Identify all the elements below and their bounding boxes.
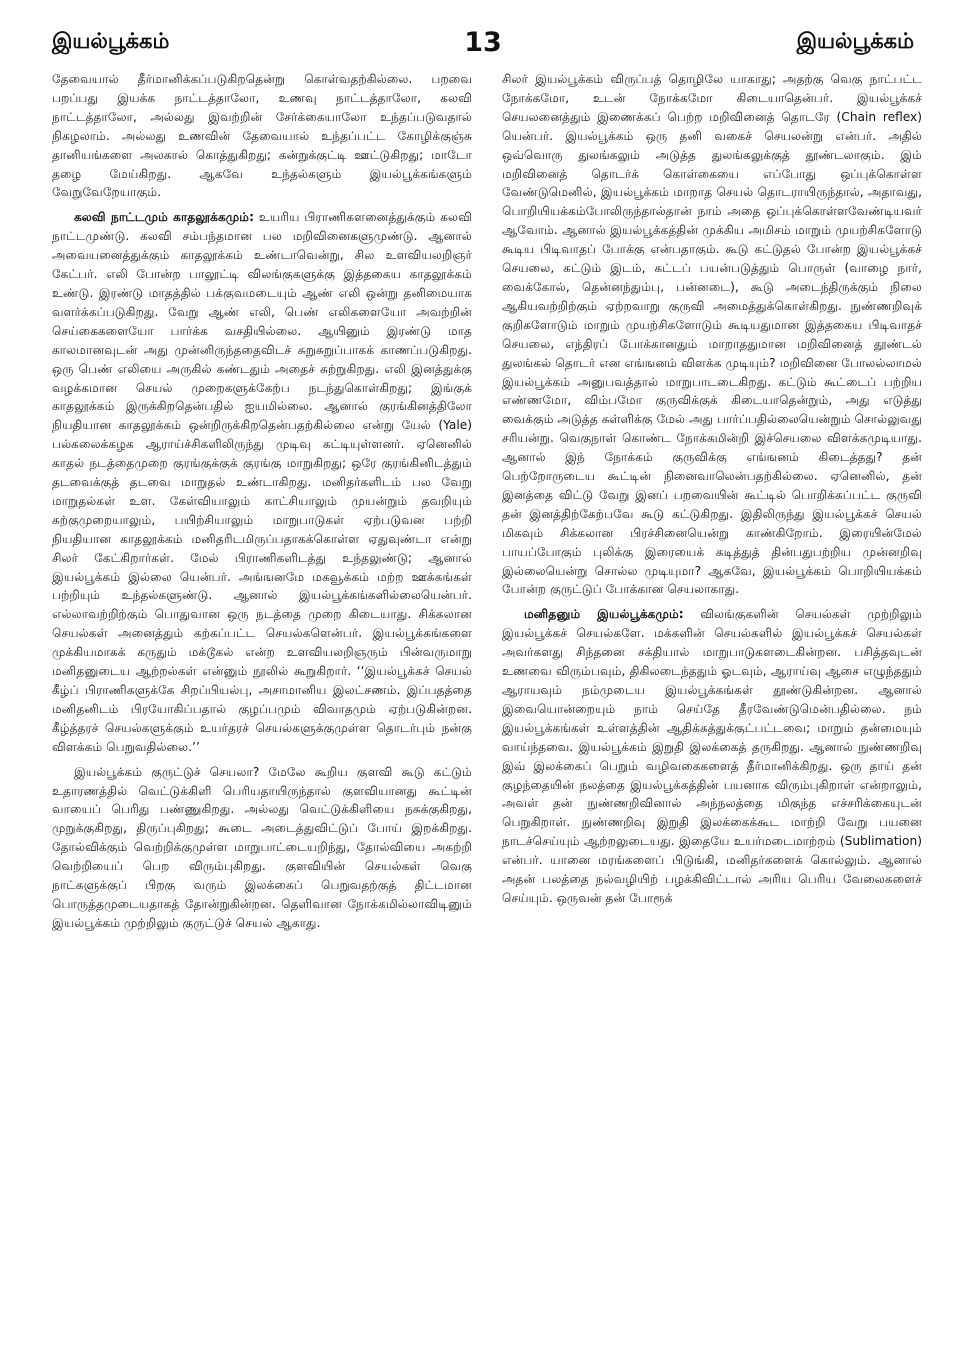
running-head-right: இயல்பூக்கம் <box>796 28 914 53</box>
paragraph: சிலர் இயல்பூக்கம் விருப்பத் தொழிலே யாகாது; அதற்கு வெகு நாட்பட்ட நோக்கமோ, உடன் நோக்கமோ கிடையாதென்பர். இயல்பூக்கச் செயலனைத்தும் இணைக்கப் பெற்ற மறிவினைத் தொடரே (Chain reflex) யென்பர். இயல்பூக்கம் ஒரு தனி வகைச் செயலன்று என்பர். அதில் ஒவ்வொரு துலங்கலும் அடுத்த துலங்கலுக்குத் தூண்டலாகும். இம் மறிவினைத் தொடர்க் கொள்கையை எப்போது ஒப்புக்கொள்ள வேண்டுமெனில், இயல்பூக்கம் மாறாத செயல் தொடராயிருந்தால், அதாவது, பொறியியக்கம்போலிருந்தால்தான் நாம் அதை ஒப்புக்கொள்ளவேண்டியவர் ஆவோம். ஆனால் இயல்பூக்கத்தின் முக்கிய அமிசம் மாறும் முயற்சிகளோடு கூடிய பிடிவாதப் போக்கு என்பதாகும். கூடு கட்டுதல் போன்ற இயல்பூக்கச் செயலை, கட்டும் இடம், கட்டப் பயன்படுத்தும் பொருள் (வாழை நார், வைக்கோல், தென்னந்தும்பு, பன்னடை), கூடு அடைந்திருக்கும் நிலை ஆகியவற்றிற்கும் ஏற்றவாறு குருவி அமைத்துக்கொள்கிறது. நுண்ணறிவுக் குறிகளோடும் மாறும் முயற்சிகளோடும் கூடியதுமான இத்தகைய பிடிவாதச் செயலை, எந்திரப் போக்கானதும் மாறாததுமான மறிவினைத் தூண்டல் துலங்கல் தொடர் என எங்ஙனம் விளக்க முடியும்? மறிவினை போலல்லாமல் இயல்பூக்கம் அனுபவத்தால் மாறுபாடடைகிறது. கட்டும் கூட்டைப் பற்றிய எண்ணமோ, விம்பமோ குருவிக்குக் கிடையாதென்றும், அது எடுத்து வைக்கும் அடுத்த சுள்ளிக்கு மேல் அது பார்ப்பதில்லையென்றும் சொல்லுவது சரியன்று. வெகுநாள் கொண்ட நோக்கமின்றி இச்செயலை விளக்கமுடியாது. ஆனால் இந் நோக்கம் குருவிக்கு எங்ஙனம் கிடைத்தது? தன் பெற்றோருடைய கூட்டின் நினைவாலென்பதற்கில்லை. ஏனெனில், தன் இனத்தை விட்டு வேறு இனப் பறவையின் கூட்டில் பொறிக்கப்பட்ட குருவி தன் இனத்திற்கேற்பவே கூடு கட்டுகிறது. இதிலிருந்து இயல்பூக்கச் செயல் மிகவும் சிக்கலான பிரச்சினையென்று காண்கிறோம். இரையின்மேல் பாயப்போகும் புலிக்கு இரையைக் கடித்துத் தின்பதுபற்றிய முன்னறிவு இல்லையென்று சொல்ல முடியுமா? ஆகவே, இயல்பூக்கம் பொறியியக்கம் போன்ற குருட்டுப் போக்கான செயலாகாது. <box>502 72 922 597</box>
page-number: 13 <box>464 26 502 58</box>
left-column <box>52 70 472 1350</box>
paragraph: மனிதனும் இயல்பூக்கமும்: விலங்குகளின் செயல்கள் முற்றிலும் இயல்பூக்கச் செயல்களே. மக்களின் செயல்களில் இயல்பூக்கச் செயல்கள் அவர்களது சிந்தனை சக்தியால் மாறுபாடுகளடைகின்றன. பசித்தவுடன் உணவை விரும்பவும், திகிலடைந்ததும் ஓடவும், ஆராய்வு ஆசை எழுந்ததும் ஆராயவும் நம்முடைய இயல்பூக்கங்கள் தூண்டுகின்றன. ஆனால் இவையொன்றையும் நாம் செய்தே தீரவேண்டுமென்பதில்லை. நம் இயல்பூக்கங்கள் உள்ளத்தின் ஆதிக்கத்துக்குட்பட்டவை; மாறும் தன்மையும் வாய்ந்தவை. இயல்பூக்கம் இறுதி இலக்கைத் தருகிறது. ஆனால் நுண்ணறிவு இவ் இலக்கைப் பெறும் வழிவகைகளைத் தீர்மானிக்கிறது. ஒரு தாய் தன் குழந்தையின் நலத்தை இயல்பூக்கத்தின் பயனாக விரும்புகிறாள் என்றாலும், அவள் தன் நுண்ணறிவினால் அந்நலத்தை மிகுந்த எச்சரிக்கையுடன் பெறுகிறாள். நுண்ணறிவு இறுதி இலக்கைக்கூட மாற்றி வேறு பயனை நாடச்செய்யும் ஆற்றலுடையது. இதையே உயர்மடைமாற்றம் (Sublimation) என்பர். யானை மரங்களைப் பிடுங்கி, மனிதர்களைக் கொல்லும். ஆனால் அதன் பலத்தை நல்வழியிற் பழக்கிவிட்டால் அரிய பெரிய வேலைகளைச் செய்யும். ஒருவன் தன் போரூக் <box>502 607 922 905</box>
text-columns <box>52 70 922 1350</box>
paragraph: கலவி நாட்டமும் காதலூக்கமும்: உயரிய பிராணிகளனைத்துக்கும் கலவி நாட்டமுண்டு. கலவி சம்பந்தமான பல மறிவினைகளுமுண்டு. ஆனால் அவையனைத்துக்கும் காதலூக்கம் உண்டாவென்று, சில உளவியலறிஞர் கேட்பர். எலி போன்ற பாலூட்டி விலங்குகளுக்கு இத்தகைய காதலூக்கம் உண்டு. இரண்டு மாதத்தில் பக்குவமடையும் ஆண் எலி ஒன்று தனிமையாக வளர்க்கப்படுகிறது. வேறு ஆண் எலி, பெண் எலிகளையோ அவற்றின் செய்கைகளையோ பார்க்க வசதியில்லை. ஆயினும் இரண்டு மாத காலமானவுடன் அது முன்னிருந்ததைவிடச் சுறுசுறுப்பாகக் காணப்படுகிறது. ஒரு பெண் எலியை அருகில் கண்டதும் அதைச் சுற்றுகிறது. எலி இனத்துக்கு வழக்கமான செயல் முறைகளுக்கேற்ப நடந்துகொள்கிறது; இங்குக் காதலூக்கம் இருக்கிறதென்பதில் ஐயமில்லை. ஆனால் குரங்கினத்திலோ நியதியான காதலூக்கம் ஒன்றிருக்கிறதென்பதற்கில்லை என்று யேல் (Yale) பல்கலைக்கழக ஆராய்ச்சிகளிலிருந்து முடிவு கட்டியுள்ளனர். ஏனெனில் காதல் நடத்தைமுறை குரங்குக்குக் குரங்கு மாறுகிறது; ஒரே குரங்கினிடத்தும் தடவைக்குத் தடவை மாறுதல் உண்டாகிறது. மனிதர்களிடம் பல வேறு மாறுதல்கள் உள. கேள்வியாலும் காட்சியாலும் முயன்றும் தவறியும் கற்குமுறையாலும், பயிற்சியாலும் மாறுபாடுகள் ஏற்படுவன பற்றி நியதியான காதலூக்கம் மனிதரிடமிருப்பதாகக்கொள்ள ஏதுவுண்டா என்று சிலர் கேட்கிறார்கள். மேல் பிராணிகளிடத்து உந்தலுண்டு; ஆனால் இயல்பூக்கம் இல்லை யென்பர். அங்ஙனமே மகவூக்கம் மற்ற ஊக்கங்கள் பற்றியும் உந்தல்களுண்டு. ஆனால் இயல்பூக்கங்களில்லையென்பர். எல்லாவற்றிற்கும் பொதுவான ஒரு நடத்தை முறை கிடையாது. சிக்கலான செயல்கள் அனைத்தும் கற்கப்பட்ட செயல்களென்பர். இயல்பூக்கங்களை முக்கியமாகக் கருதும் மக்டூகல் என்ற உளவியலறிஞரும் பின்வருமாறு மனிதனுடைய ஆற்றல்கள் என்னும் நூலில் கூறுகிறார். ‘‘இயல்பூக்கச் செயல் கீழ்ப் பிராணிகளுக்கே சிறப்பியல்பு, அசாமானிய இலட்சணம். இப்பதத்தை மனிதனிடம் பிரயோகிப்பதால் குழப்பமும் விவாதமும் ஏற்படுகின்றன. கீழ்த்தரச் செயல்களுக்கும் உயர்தரச் செயல்களுக்குமுள்ள தொடர்பும் நன்கு விளக்கம் பெறுவதில்லை.’’ <box>52 210 472 754</box>
paragraph: இயல்பூக்கம் குருட்டுச் செயலா? மேலே கூறிய குளவி கூடு கட்டும் உதாரணத்தில் வெட்டுக்கிளி பெரியதாயிருந்தால் குளவியானது கூட்டின் வாயைப் பெரிது பண்ணுகிறது. அல்லது வெட்டுக்கிளியை நசுக்குகிறது, முறுக்குகிறது, திருப்புகிறது; கூடை அடைத்துவிட்டுப் போய் இறக்கிறது. தோல்விக்கும் வெற்றிக்குமுள்ள மாறுபாட்டையறிந்து, தோல்வியை அகற்றி வெற்றியைப் பெற விரும்புகிறது. குளவியின் செயல்கள் வெகு நாட்களுக்குப் பிறகு வரும் இலக்கைப் பெறுவதற்குத் திட்டமான பொருத்தமுடையதாகத் தோன்றுகின்றன. தெளிவான நோக்கமில்லாவிடினும் இயல்பூக்கம் முற்றிலும் குருட்டுச் செயல் ஆகாது. <box>52 764 472 930</box>
page-header <box>52 22 914 62</box>
paragraph: தேவையால் தீர்மானிக்கப்படுகிறதென்று கொள்வதற்கில்லை. பறவை பறப்பது இயக்க நாட்டத்தாலோ, உணவு நாட்டத்தாலோ, கலவி நாட்டத்தாலோ, அல்லது இவற்றின் சேர்க்கையாலோ உந்தப்படுவதால் நிகழலாம். அல்லது உணவின் தேவையால் உந்தப்பட்ட கோழிக்குஞ்சு தானியங்களை அலகால் கொத்துகிறது; கன்றுக்குட்டி ஊட்டுகிறது; மாடோ தழை மேய்கிறது. ஆகவே உந்தல்களும் இயல்பூக்கங்களும் வேறுவேறேயாகும். <box>52 72 472 200</box>
right-column <box>502 70 922 1350</box>
running-head-left: இயல்பூக்கம் <box>52 28 170 53</box>
